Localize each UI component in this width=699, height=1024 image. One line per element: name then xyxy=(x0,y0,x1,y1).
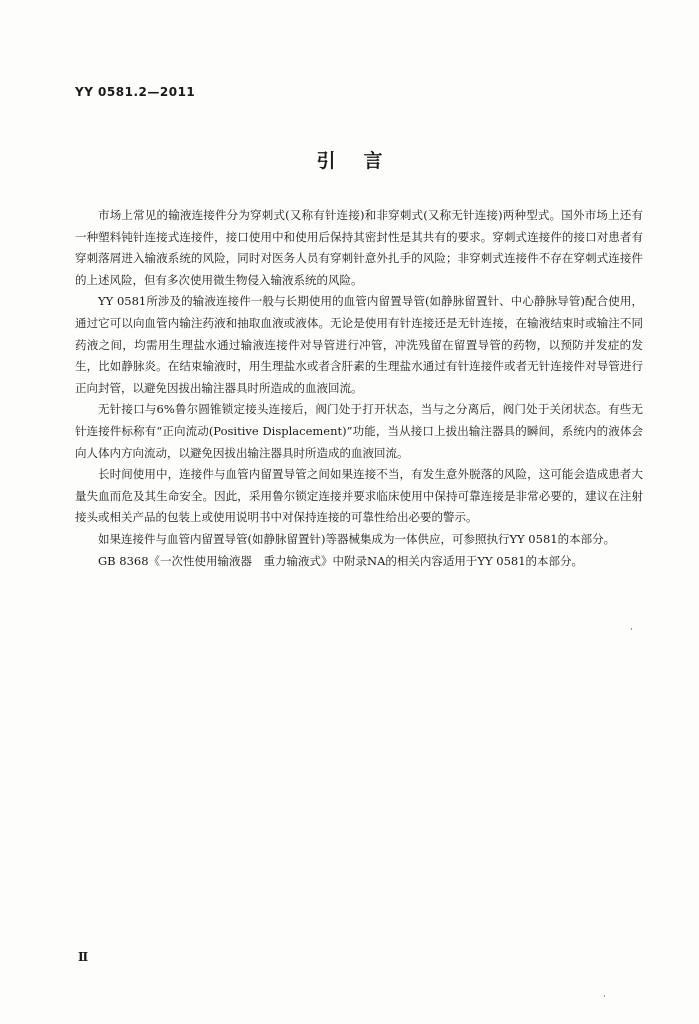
standard-number: YY 0581.2—2011 xyxy=(75,85,196,99)
body-text xyxy=(75,205,643,572)
paragraph: 长时间使用中，连接件与血管内留置导管之间如果连接不当，有发生意外脱落的风险，这可能会造成患者大量失血而危及其生命安全。因此，采用鲁尔锁定连接并要求临床使用中保持可靠连接是非常必要的，建议在注射接头或相关产品的包装上或使用说明书中对保持连接的可靠性给出必要的警示。 xyxy=(75,467,643,525)
scan-speck xyxy=(604,995,605,997)
page-number: Ⅱ xyxy=(78,950,89,964)
paragraph: YY 0581所涉及的输液连接件一般与长期使用的血管内留置导管(如静脉留置针、中心静脉导管)配合使用，通过它可以向血管内输注药液和抽取血液或液体。无论是使用有针连接还是无针连接，在输液结束时或输注不同药液之间，均需用生理盐水通过输液连接件对导管进行冲管，冲洗残留在留置导管的药物，以预防并发症的发生，比如静脉炎。在结束输液时，用生理盐水或者含肝素的生理盐水通过有针连接件或者无针连接件对导管进行正向封管，以避免因拔出输注器具时所造成的血液回流。 xyxy=(75,294,643,395)
paragraph: 如果连接件与血管内留置导管(如静脉留置针)等器械集成为一体供应，可参照执行YY 0581的本部分。 xyxy=(98,531,616,546)
paragraph: 无针接口与6%鲁尔圆锥锁定接头连接后，阀门处于打开状态，当与之分离后，阀门处于关闭状态。有些无针连接件标称有“正向流动(Positive Displacement)”功能，当从接口上拔出输注器具的瞬间，系统内的液体会向人体内方向流动，以避免因拔出输注器具时所造成的血液回流。 xyxy=(75,402,643,460)
paragraph: GB 8368《一次性使用输液器 重力输液式》中附录NA的相关内容适用于YY 0581的本部分。 xyxy=(98,553,584,568)
scan-speck xyxy=(631,628,632,630)
section-title: 引言 xyxy=(316,150,411,172)
paragraph: 市场上常见的输液连接件分为穿刺式(又称有针连接)和非穿刺式(又称无针连接)两种型式。国外市场上还有一种塑料钝针连接式连接件，接口使用中和使用后保持其密封性是其共有的要求。穿刺式连接件的接口对患者有穿刺落屑进入输液系统的风险，同时对医务人员有穿刺针意外扎手的风险；非穿刺式连接件不存在穿刺式连接件的上述风险，但有多次使用微生物侵入输液系统的风险。 xyxy=(75,208,643,287)
